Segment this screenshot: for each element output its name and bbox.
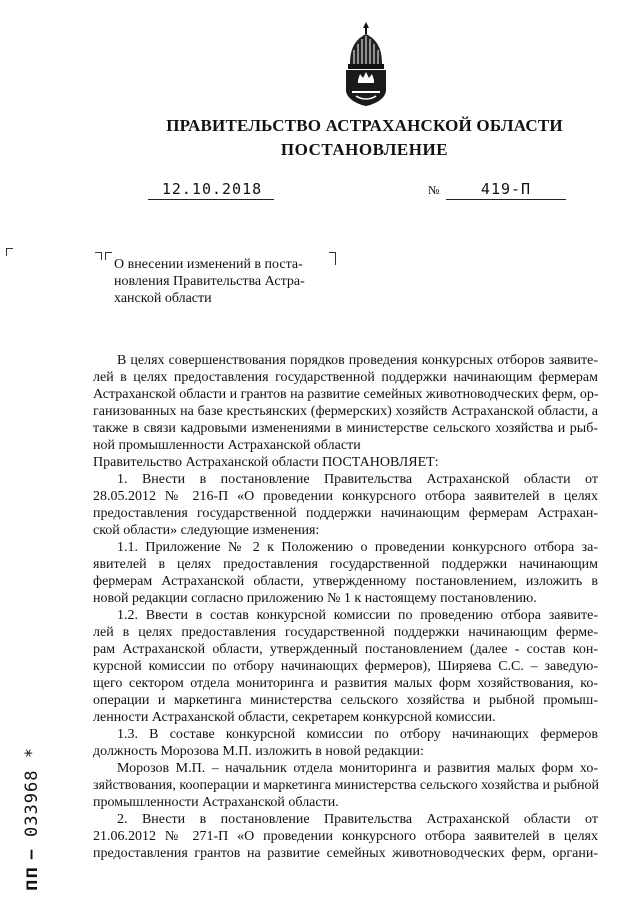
body-line: предоставления государственной поддержки начинающим фермерам Астрахан- <box>93 506 598 521</box>
organization-title: ПРАВИТЕЛЬСТВО АСТРАХАНСКОЙ ОБЛАСТИ <box>166 116 563 135</box>
body-line: промышленности Астраханской области. <box>93 795 339 810</box>
body-line: также в связи кадровыми изменениями в министерстве сельского хозяйства и рыб- <box>93 421 598 436</box>
body-line: ной промышленности Астраханской области <box>93 438 361 453</box>
coat-of-arms-icon <box>336 20 396 106</box>
body-line: фермерам Астраханской области, утвержденному постановлением, изложить в <box>93 574 598 589</box>
body-line: должность Морозова М.П. изложить в новой редакции: <box>93 744 424 759</box>
body-line: 28.05.2012 № 216-П «О проведении конкурсного отбора заявителей в целях <box>93 489 598 504</box>
body-line: новой редакции согласно приложению № 1 к настоящему постановлению. <box>93 591 537 606</box>
body-line: 1.2. Ввести в состав конкурсной комиссии по проведению отбора заявите- <box>117 608 598 623</box>
body-line: 1.3. В составе конкурсной комиссии по отбору начинающих фермеров <box>117 727 598 742</box>
stamp-mark: * <box>22 747 42 759</box>
subject-line: новления Правительства Астра- <box>114 274 305 289</box>
body-line: ленности Астраханской области, секретарем конкурсной комиссии. <box>93 710 496 725</box>
body-line: лей в целях предоставления государственной поддержки начинающим фермерам <box>93 370 598 385</box>
body-line: предоставления грантов на развитие семейных животноводческих ферм, органи- <box>93 846 598 861</box>
date-underline <box>148 199 274 200</box>
body-line: ганизованных на базе крестьянских (фермерских) хозяйств Астраханской области, а <box>93 404 598 419</box>
body-line: 1. Внести в постановление Правительства Астраханской области от <box>117 472 598 487</box>
subject-line: О внесении изменений в поста- <box>114 257 303 272</box>
subject-line: ханской области <box>114 291 212 306</box>
stamp-code: 033968 <box>22 769 42 837</box>
stamp-prefix: пп – <box>21 848 42 891</box>
number-underline <box>446 199 566 200</box>
document-date: 12.10.2018 <box>161 180 263 198</box>
body-line: ской области» следующие изменения: <box>93 523 320 538</box>
body-line: лей в целях предоставления государственной поддержки начинающим ферме- <box>93 625 598 640</box>
document-number: 419-П <box>480 180 532 198</box>
number-sign: № <box>428 183 440 197</box>
body-line: 2. Внести в постановление Правительства Астраханской области от <box>117 812 598 827</box>
document-body <box>93 352 598 862</box>
body-line: 1.1. Приложение № 2 к Положению о проведении конкурсного отбора за- <box>117 540 598 555</box>
document-subject <box>114 256 344 307</box>
document-type: ПОСТАНОВЛЕНИЕ <box>280 140 449 159</box>
body-line: 21.06.2012 № 271-П «О проведении конкурсного отбора заявителей в целях <box>93 829 598 844</box>
body-line: явителей в целях предоставления государственной поддержки начинающим <box>93 557 598 572</box>
margin-corner-mark <box>6 248 13 256</box>
subject-corner-mark <box>105 252 112 260</box>
body-line: операции и маркетинга министерства сельского хозяйства и рыбной промыш- <box>93 693 598 708</box>
body-line: В целях совершенствования порядков проведения конкурсных отборов заявите- <box>117 353 598 368</box>
body-line: рам Астраханской области, утвержденный постановлением (далее - состав кон- <box>93 642 598 657</box>
subject-corner-mark <box>95 252 102 260</box>
body-line: курсной комиссии по отбору начинающих фермеров), Ширяева С.С. – заведую- <box>93 659 598 674</box>
body-line: зяйствования, кооперации и маркетинга министерства сельского хозяйства и рыбной <box>93 778 599 793</box>
body-line: Морозов М.П. – начальник отдела мониторинга и развития малых форм хо- <box>117 761 598 776</box>
registration-stamp <box>21 671 43 891</box>
body-line: щего сектором отдела мониторинга и развития малых форм хозяйствования, ко- <box>93 676 598 691</box>
body-line: Правительство Астраханской области ПОСТАНОВЛЯЕТ: <box>93 455 439 470</box>
body-line: Астраханской области и грантов на развитие семейных животноводческих ферм, ор- <box>93 387 599 402</box>
